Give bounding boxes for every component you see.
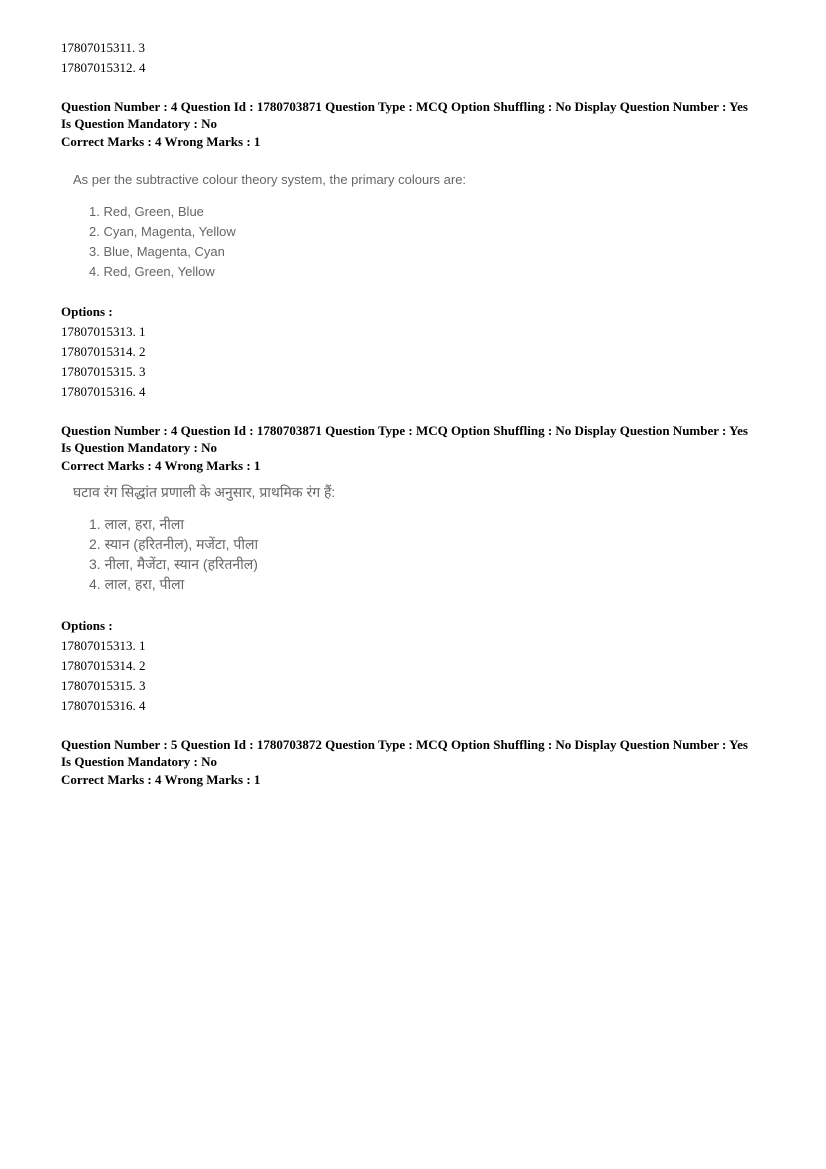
option-line: 17807015315. 3 — [61, 678, 146, 693]
choice-item: 3. Blue, Magenta, Cyan — [89, 244, 225, 259]
choice-item: 4. Red, Green, Yellow — [89, 264, 215, 279]
option-line: 17807015311. 3 — [61, 40, 146, 55]
option-line: 17807015316. 4 — [61, 698, 146, 713]
question-mandatory: Is Question Mandatory : No — [61, 116, 218, 131]
choice-list — [73, 202, 771, 282]
question-mandatory: Is Question Mandatory : No — [61, 440, 218, 455]
option-line: 17807015313. 1 — [61, 324, 146, 339]
option-line: 17807015312. 4 — [61, 60, 146, 75]
options-label: Options : — [61, 304, 113, 319]
question-stem: घटाव रंग सिद्धांत प्रणाली के अनुसार, प्राथमिक रंग हैं: — [73, 484, 336, 500]
choice-item: 4. लाल, हरा, पीला — [89, 576, 185, 592]
document-page — [61, 38, 771, 790]
question-marks: Correct Marks : 4 Wrong Marks : 1 — [61, 458, 261, 473]
option-line: 17807015314. 2 — [61, 658, 146, 673]
option-line: 17807015316. 4 — [61, 384, 146, 399]
question-block-4-en — [61, 98, 771, 402]
choice-item: 2. स्यान (हरितनील), मजेंटा, पीला — [89, 536, 259, 552]
option-line: 17807015313. 1 — [61, 638, 146, 653]
question-marks: Correct Marks : 4 Wrong Marks : 1 — [61, 134, 261, 149]
option-line: 17807015314. 2 — [61, 344, 146, 359]
choice-item: 2. Cyan, Magenta, Yellow — [89, 224, 236, 239]
option-line: 17807015315. 3 — [61, 364, 146, 379]
options-label: Options : — [61, 618, 113, 633]
choice-item: 3. नीला, मैजेंटा, स्यान (हरितनील) — [89, 556, 258, 572]
question-mandatory: Is Question Mandatory : No — [61, 754, 218, 769]
question-meta: Question Number : 4 Question Id : 1780703871 Question Type : MCQ Option Shuffling : No Display Question Number : Yes — [61, 423, 748, 438]
choice-item: 1. Red, Green, Blue — [89, 204, 204, 219]
choice-list — [73, 514, 771, 594]
question-block-4-hi — [61, 422, 771, 716]
question-meta: Question Number : 4 Question Id : 1780703871 Question Type : MCQ Option Shuffling : No Display Question Number : Yes — [61, 99, 748, 114]
question-image — [61, 170, 771, 282]
question-marks: Correct Marks : 4 Wrong Marks : 1 — [61, 772, 261, 787]
choice-item: 1. लाल, हरा, नीला — [89, 516, 185, 532]
question-meta: Question Number : 5 Question Id : 1780703872 Question Type : MCQ Option Shuffling : No Display Question Number : Yes — [61, 737, 748, 752]
question-image — [61, 482, 771, 594]
question-block-5 — [61, 736, 771, 790]
question-stem: As per the subtractive colour theory system, the primary colours are: — [73, 172, 467, 187]
